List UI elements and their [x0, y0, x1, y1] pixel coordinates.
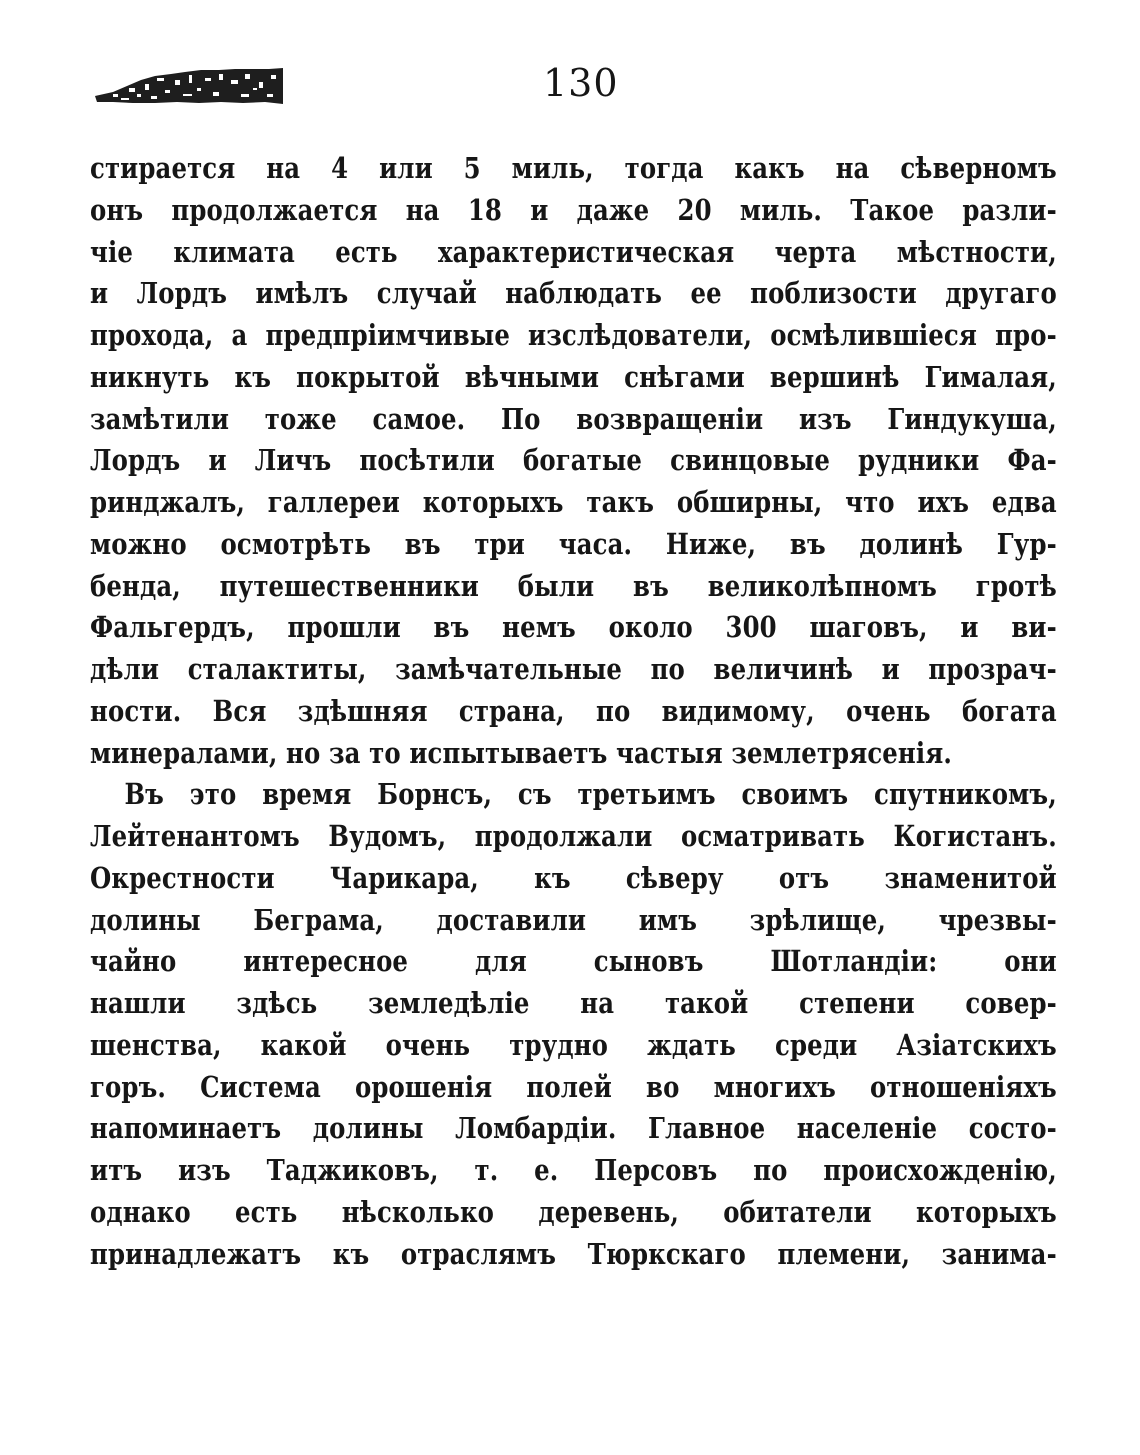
text-line: и Лордъ имѣлъ случай наблюдать ее поблизости другаго	[90, 276, 1057, 311]
text-line: дѣли сталактиты, замѣчательные по величинѣ и прозрач-	[90, 652, 1057, 686]
text-line: чайно интересное для сыновъ Шотландіи: они	[90, 944, 1057, 979]
text-line: Окрестности Чарикара, къ сѣверу отъ знаменитой	[90, 860, 1057, 895]
text-line: ности. Вся здѣшняя страна, по видимому, очень богата	[90, 693, 1057, 728]
text-line: Фальгердъ, прошли въ немъ около 300 шаговъ, и ви-	[90, 610, 1057, 645]
text-line: однако есть нѣсколько деревень, обитатели которыхъ	[90, 1194, 1057, 1229]
body-text	[90, 148, 1057, 1275]
text-line: бенда, путешественники были въ великолѣпномъ гротѣ	[90, 568, 1057, 603]
text-line: ринджалъ, галлереи которыхъ такъ обширны, что ихъ едва	[90, 485, 1057, 519]
text-line: никнуть къ покрытой вѣчными снѣгами вершинѣ Гималая,	[90, 359, 1057, 394]
text-line: нашли здѣсь земледѣліе на такой степени совер-	[90, 986, 1057, 1020]
ornament-rule-icon	[93, 66, 285, 106]
text-line: напоминаетъ долины Ломбардіи. Главное населеніе состо-	[90, 1111, 1057, 1146]
text-line: чіе климата есть характеристическая черта мѣстности,	[90, 234, 1057, 269]
paragraph-start-line: Въ это время Борнсъ, съ третьимъ своимъ спутникомъ,	[124, 777, 1057, 812]
text-line: итъ изъ Таджиковъ, т. е. Персовъ по происхожденію,	[90, 1153, 1057, 1187]
text-line: можно осмотрѣть въ три часа. Ниже, въ долинѣ Гур-	[90, 526, 1057, 561]
text-line: замѣтили тоже самое. По возвращеніи изъ Гиндукуша,	[90, 401, 1057, 436]
paragraph-end-line: минералами, но за то испытываетъ частыя землетрясенія.	[90, 735, 952, 770]
text-line: онъ продолжается на 18 и даже 20 миль. Такое разли-	[90, 192, 1057, 227]
text-line: принадлежатъ къ отраслямъ Тюркскаго племени, занима-	[90, 1236, 1057, 1271]
text-line: Лейтенантомъ Вудомъ, продолжали осматривать Когистанъ.	[90, 819, 1057, 853]
text-line: прохода, а предпріимчивые изслѣдователи, осмѣлившіеся про-	[90, 318, 1057, 352]
page-number: 130	[543, 61, 619, 105]
text-line: стирается на 4 или 5 миль, тогда какъ на сѣверномъ	[90, 151, 1057, 185]
text-line: Лордъ и Личъ посѣтили богатые свинцовые рудники Фа-	[90, 443, 1057, 478]
text-line: горъ. Система орошенія полей во многихъ отношеніяхъ	[90, 1069, 1057, 1104]
text-line: шенства, какой очень трудно ждать среди Азіатскихъ	[90, 1027, 1057, 1062]
text-line: долины Беграма, доставили имъ зрѣлище, чрезвы-	[90, 902, 1057, 937]
